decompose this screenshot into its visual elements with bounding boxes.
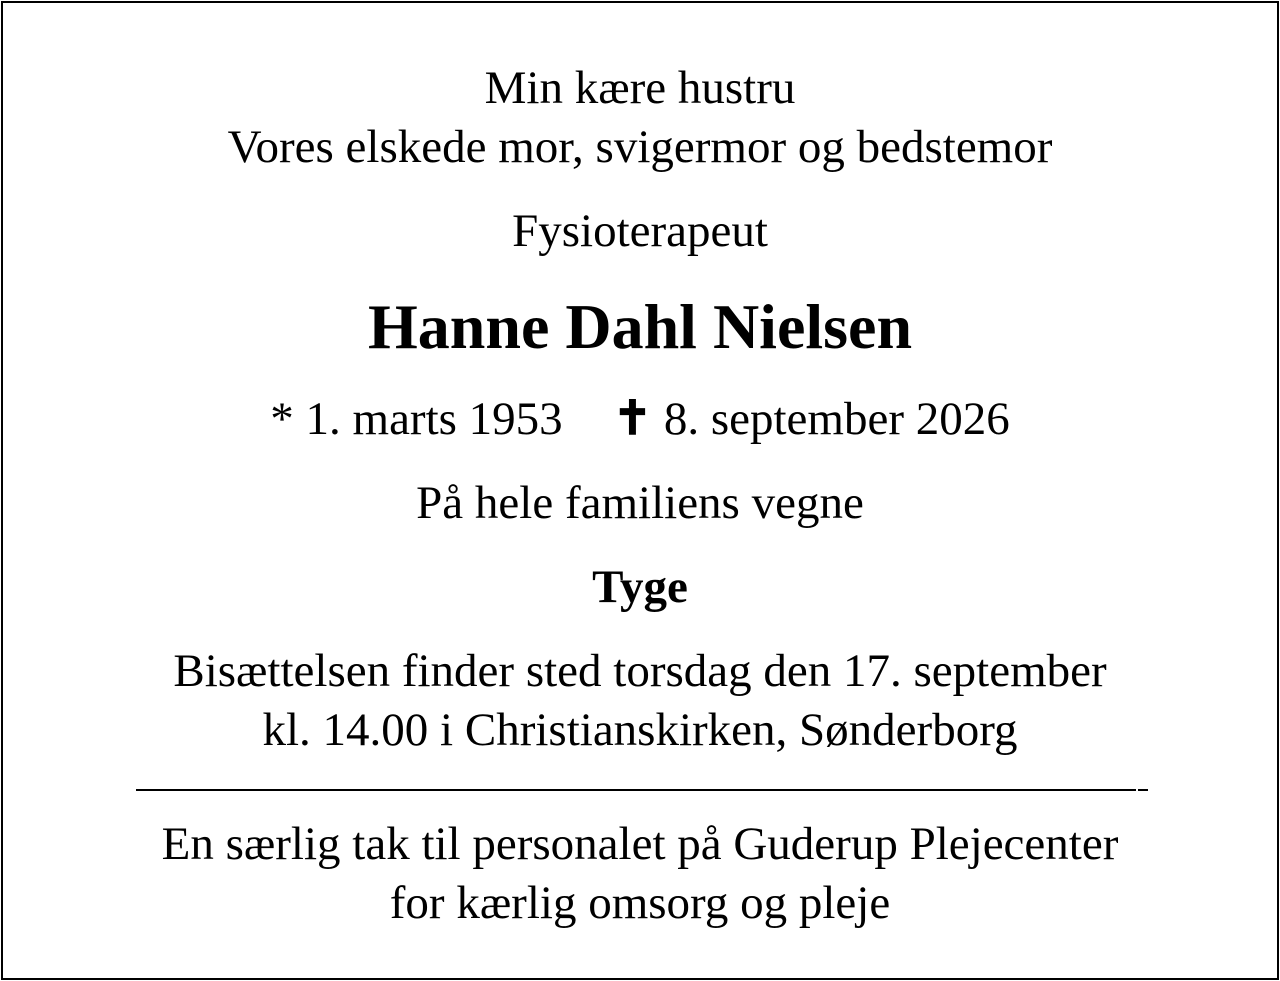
occupation: Fysioterapeut <box>512 205 768 257</box>
divider-dash <box>1138 789 1148 791</box>
birth-date: * 1. marts 1953 <box>270 393 563 445</box>
death-date: 8. september 2026 <box>663 393 1010 445</box>
dates-line <box>3 393 1277 445</box>
thanks-line-1: En særlig tak til personalet på Guderup Plejecenter <box>161 818 1119 870</box>
intro-line-2: Vores elskede mor, svigermor og bedstemor <box>227 121 1053 173</box>
intro-line-1: Min kære hustru <box>484 62 796 114</box>
on-behalf-line: På hele familiens vegne <box>416 477 864 529</box>
thanks-line-2: for kærlig omsorg og pleje <box>389 877 891 929</box>
funeral-line-1: Bisættelsen finder sted torsdag den 17. september <box>173 645 1107 697</box>
deceased-name: Hanne Dahl Nielsen <box>367 291 913 362</box>
obituary-notice <box>1 1 1279 980</box>
signer-name: Tyge <box>592 561 688 613</box>
funeral-line-2: kl. 14.00 i Christianskirken, Sønderborg <box>262 704 1018 756</box>
cross-icon: ✝ <box>612 393 653 445</box>
divider-rule <box>136 789 1136 791</box>
